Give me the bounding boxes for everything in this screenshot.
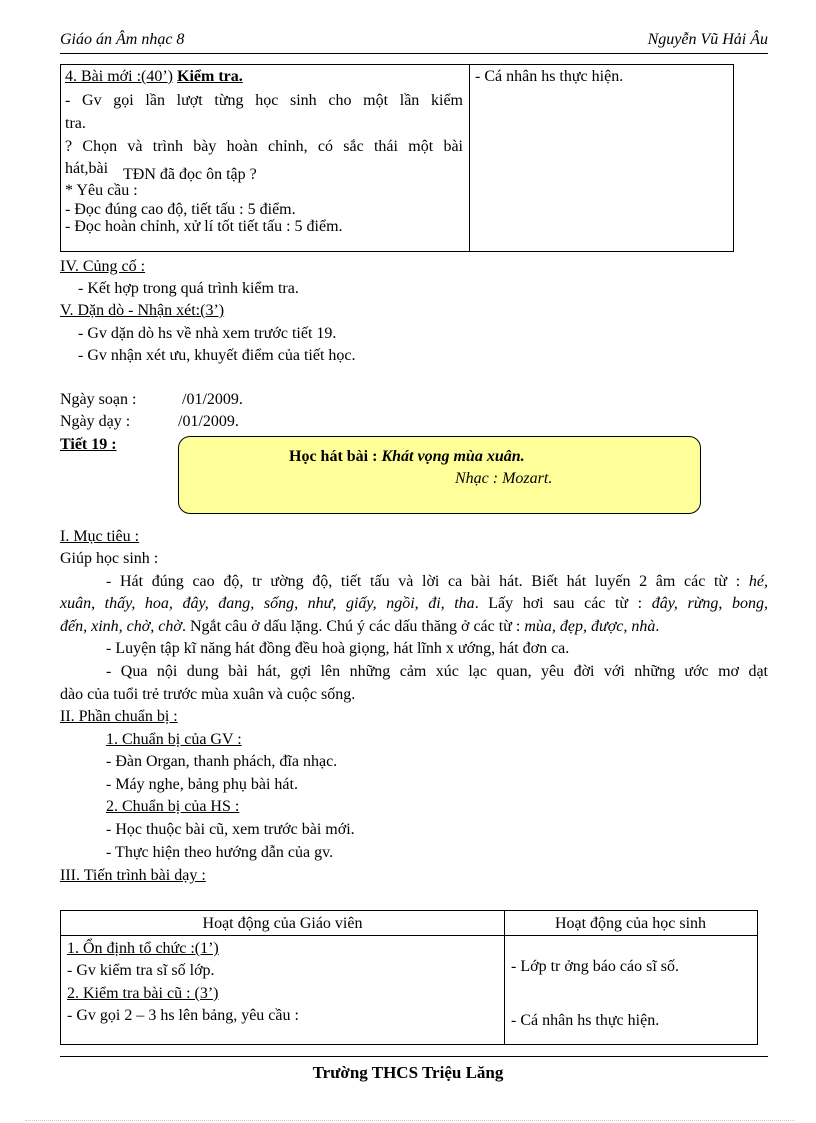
student-row2: - Cá nhân hs thực hiện. <box>511 1012 660 1029</box>
date-day-label: Ngày dạy : <box>60 413 131 430</box>
page-edge <box>25 1120 795 1121</box>
lesson-title-prefix: Học hát bài : <box>289 448 382 465</box>
section-v-item-1: - Gv dặn dò hs về nhà xem trước tiết 19. <box>78 325 337 342</box>
row1-title: 1. Ổn định tổ chức :(1’) <box>67 940 219 957</box>
obj1-italic-words-2: đến, xinh, chờ, chờ <box>60 618 182 635</box>
top-activity-table <box>60 64 734 252</box>
obj1-italic: hé, <box>748 573 768 590</box>
objective-1-line-3 <box>60 617 659 637</box>
objective-3-line-2: dào của tuổi trẻ trước mùa xuân và cuộc sống. <box>60 686 356 703</box>
objective-3-line-1: - Qua nội dung bài hát, gợi lên những cảm xúc lạc quan, yêu đời với những ước mơ dạt <box>106 663 768 680</box>
left-line-2: tra. <box>65 115 86 132</box>
header-right: Nguyễn Vũ Hải Âu <box>647 31 768 48</box>
section-iv-title: IV. Củng cố : <box>60 258 146 275</box>
heading-prefix: 4. Bài mới :(40’) <box>65 68 173 85</box>
hs-prep-item-2: - Thực hiện theo hướng dẫn của gv. <box>106 844 334 861</box>
top-table-heading <box>65 67 243 87</box>
footer-school: Trường THCS Triệu Lăng <box>312 1063 504 1082</box>
left-line-6: * Yêu cầu : <box>65 182 138 199</box>
obj1-period: . <box>655 618 660 635</box>
date-soan-label: Ngày soạn : <box>60 391 137 408</box>
hs-prep-item-1: - Học thuộc bài cũ, xem trước bài mới. <box>106 821 355 838</box>
lesson-label: Tiết 19 : <box>60 436 117 453</box>
hs-prep-title: 2. Chuẩn bị của HS : <box>106 798 240 815</box>
obj1-sharp-words: mùa, đẹp, được, nhà <box>524 618 656 635</box>
objective-2: - Luyện tập kĩ năng hát đồng đều hoà giọng, hát lĩnh x ướng, hát đơn ca. <box>106 640 570 657</box>
section-iv-item: - Kết hợp trong quá trình kiểm tra. <box>78 280 299 297</box>
left-line-1: - Gv gọi lần lượt từng học sinh cho một lần kiểm <box>65 92 463 109</box>
section-i-intro: Giúp học sinh : <box>60 550 159 567</box>
right-cell-text: - Cá nhân hs thực hiện. <box>475 68 624 85</box>
row2-title: 2. Kiểm tra bài cũ : (3’) <box>67 985 219 1002</box>
left-line-3: ? Chọn và trình bày hoàn chỉnh, có sắc thái một bài <box>65 138 463 155</box>
section-v-item-2: - Gv nhận xét ưu, khuyết điểm của tiết học. <box>78 347 356 364</box>
row2-text: - Gv gọi 2 – 3 hs lên bảng, yêu cầu : <box>67 1007 299 1024</box>
section-iii-title: III. Tiến trình bài dạy : <box>60 867 206 884</box>
lesson-composer: Nhạc : Mozart. <box>455 470 553 487</box>
col-header-teacher: Hoạt động của Giáo viên <box>202 915 363 932</box>
gv-prep-title: 1. Chuẩn bị của GV : <box>106 731 242 748</box>
gv-prep-item-1: - Đàn Organ, thanh phách, đĩa nhạc. <box>106 753 338 770</box>
bottom-table-header-rule <box>61 935 757 936</box>
footer-rule <box>60 1056 768 1057</box>
lesson-song: Khát vọng mùa xuân. <box>381 448 525 465</box>
row1-text: - Gv kiểm tra sĩ số lớp. <box>67 962 215 979</box>
lesson-title-box <box>178 436 701 514</box>
section-i-title: I. Mục tiêu : <box>60 528 140 545</box>
section-ii-title: II. Phần chuẩn bị : <box>60 708 178 725</box>
obj1-text: - Hát đúng cao độ, tr ường độ, tiết tấu và lời ca bài hát. Biết hát luyến 2 âm các từ : <box>106 573 749 590</box>
left-line-7: - Đọc đúng cao độ, tiết tấu : 5 điểm. <box>65 201 296 218</box>
gv-prep-item-2: - Máy nghe, bảng phụ bài hát. <box>106 776 298 793</box>
obj1-italic-words: xuân, thấy, hoa, đây, đang, sống, như, giấy, ngồi, đi, tha <box>60 595 475 612</box>
student-row1: - Lớp tr ởng báo cáo sĩ số. <box>511 958 679 975</box>
header-left: Giáo án Âm nhạc 8 <box>60 31 185 48</box>
section-v-title: V. Dặn dò - Nhận xét:(3’) <box>60 302 225 319</box>
objective-1-line-1 <box>106 572 768 592</box>
left-line-5: TĐN đã đọc ôn tập ? <box>123 166 257 183</box>
obj1-sharp-text: . Ngắt câu ở dấu lặng. Chú ý các dấu thăng ở các từ : <box>181 618 525 635</box>
obj1-breath-words: đây, rừng, bong, <box>651 595 769 612</box>
heading-bold: Kiểm tra. <box>177 68 243 85</box>
lesson-title <box>289 447 525 467</box>
left-line-4: hát,bài <box>65 160 109 177</box>
obj1-breath-text: . Lấy hơi sau các từ : <box>474 595 652 612</box>
left-line-8: - Đọc hoàn chỉnh, xử lí tốt tiết tấu : 5 điểm. <box>65 218 343 235</box>
lesson-progress-table <box>60 910 758 1045</box>
objective-1-line-2 <box>60 594 768 614</box>
top-table-divider <box>469 65 470 251</box>
header-rule <box>60 53 768 54</box>
date-day-value: /01/2009. <box>178 413 239 430</box>
date-soan-value: /01/2009. <box>182 391 243 408</box>
col-header-student: Hoạt động của học sinh <box>554 915 707 932</box>
